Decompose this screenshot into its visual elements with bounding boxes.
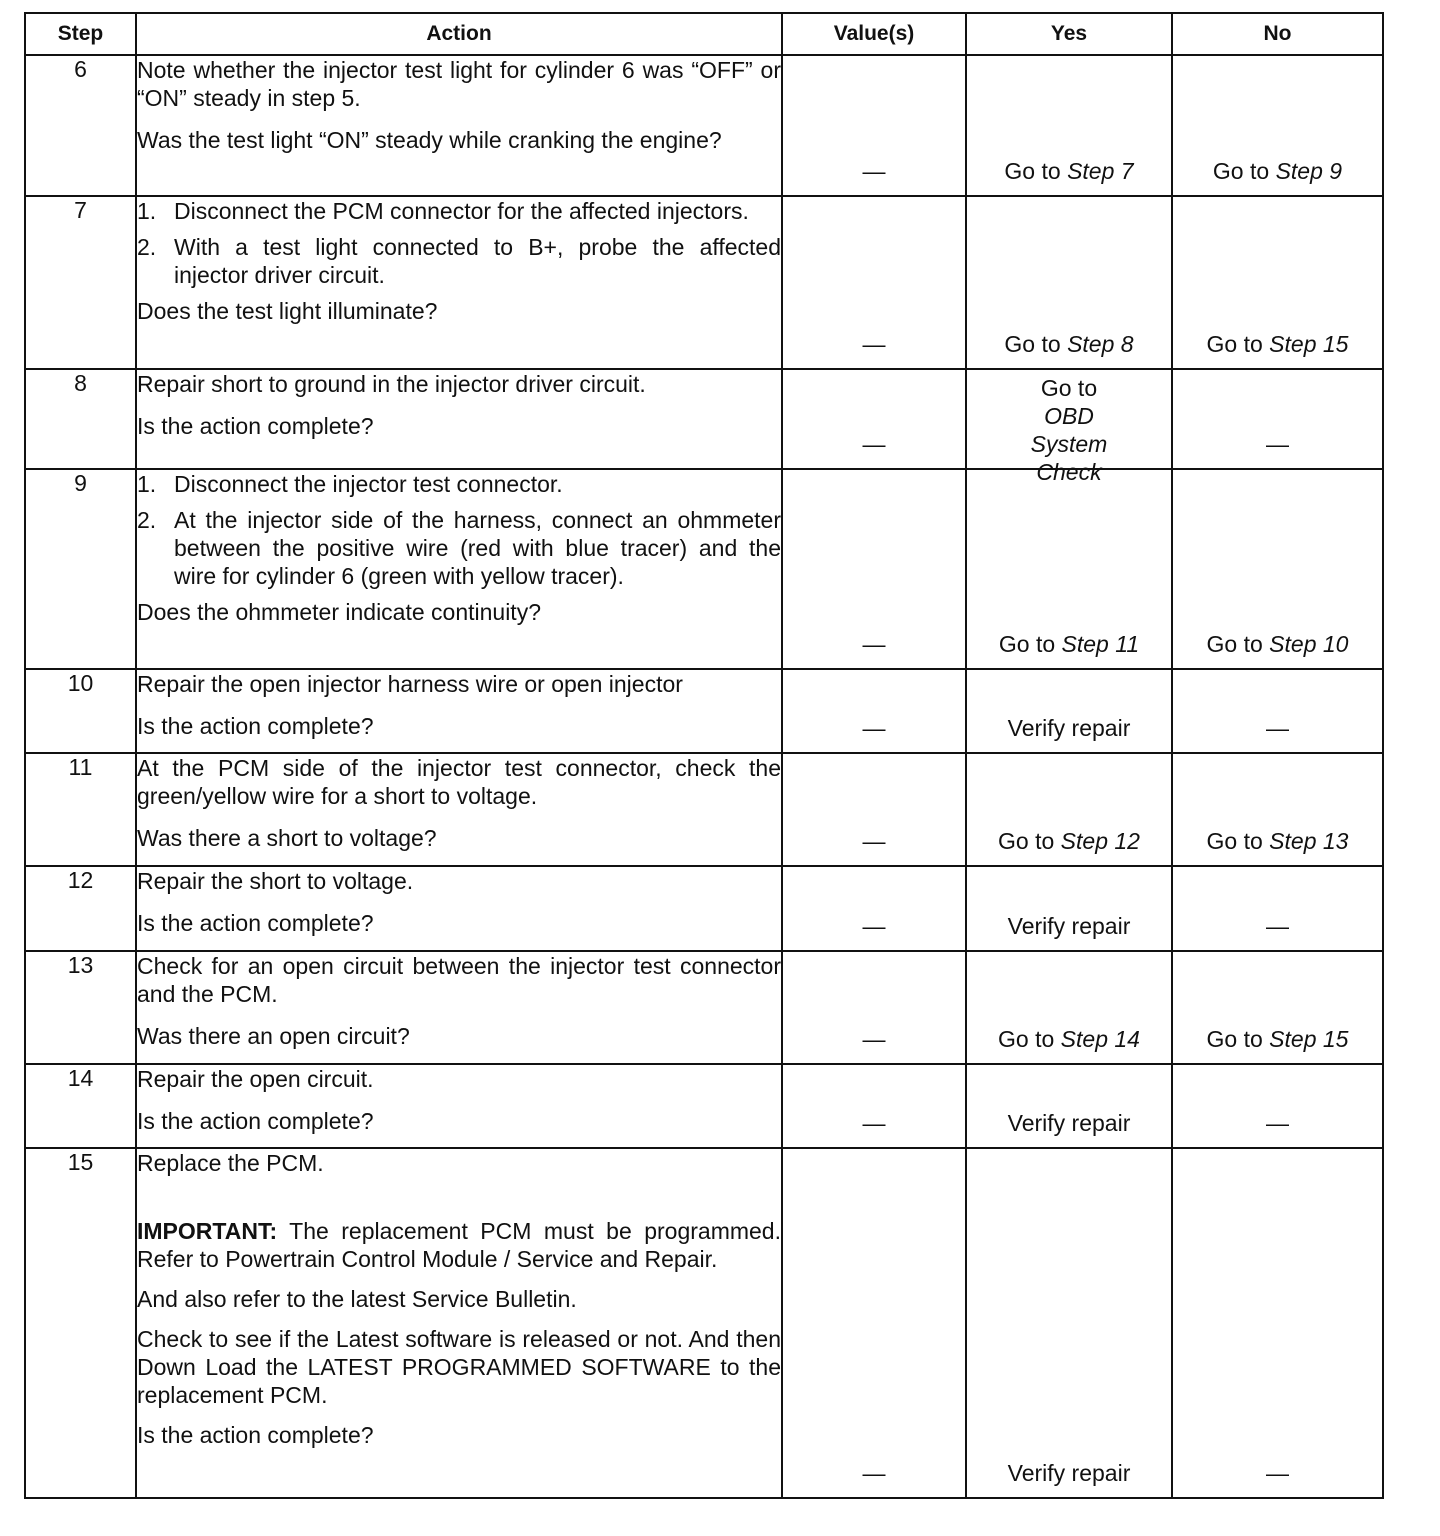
action-text: Repair the open injector harness wire or open injector xyxy=(137,671,683,697)
no-step-link[interactable]: Step 13 xyxy=(1269,828,1349,854)
no-step-link[interactable]: Step 15 xyxy=(1269,331,1349,357)
value-dash: — xyxy=(862,828,886,854)
table-row xyxy=(25,1148,1383,1498)
yes-cell xyxy=(966,1064,1172,1148)
no-step-link[interactable]: Step 15 xyxy=(1269,1026,1349,1052)
no-cell xyxy=(1172,951,1383,1064)
action-cell xyxy=(136,369,782,469)
action-cell xyxy=(136,1064,782,1148)
action-cell xyxy=(136,753,782,866)
header-values: Value(s) xyxy=(782,13,966,55)
no-dash: — xyxy=(1266,1110,1289,1136)
value-cell xyxy=(782,55,966,196)
action-text: Check for an open circuit between the injector test connector and the PCM. xyxy=(137,953,781,1007)
header-step: Step xyxy=(25,13,136,55)
yes-step-link[interactable]: Step 8 xyxy=(1067,331,1134,357)
verify-repair-text: Verify repair xyxy=(1007,1110,1131,1136)
no-cell xyxy=(1172,1148,1383,1498)
list-item: 2. At the injector side of the harness, connect an ohmmeter between the positive wire (red with blue tracer) and the wire for cylinder 6 (green with yellow tracer). xyxy=(137,507,781,589)
go-to-label: Go to xyxy=(998,828,1055,854)
value-dash: — xyxy=(862,913,886,939)
value-cell xyxy=(782,1148,966,1498)
table-row xyxy=(25,866,1383,951)
action-question: Is the action complete? xyxy=(137,413,374,439)
no-dash: — xyxy=(1266,913,1289,939)
no-cell xyxy=(1172,669,1383,753)
action-cell xyxy=(136,1148,782,1498)
action-text: Repair the open circuit. xyxy=(137,1066,374,1092)
go-to-label: Go to xyxy=(1212,158,1270,184)
yes-step-link[interactable]: Step 11 xyxy=(1061,631,1140,657)
step-number: 8 xyxy=(25,369,136,469)
list-item-text: With a test light connected to B+, probe the affected injector driver circuit. xyxy=(174,234,781,288)
no-dash: — xyxy=(1266,431,1289,457)
action-text: Replace the PCM. xyxy=(137,1150,324,1176)
table-row xyxy=(25,369,1383,469)
action-cell xyxy=(136,55,782,196)
action-question: Was there an open circuit? xyxy=(137,1023,410,1049)
system-label: System xyxy=(1030,431,1108,457)
value-cell xyxy=(782,866,966,951)
value-dash: — xyxy=(862,331,886,357)
step-number: 6 xyxy=(25,55,136,196)
no-cell xyxy=(1172,196,1383,369)
action-cell xyxy=(136,469,782,669)
value-dash: — xyxy=(862,1110,886,1136)
action-list xyxy=(137,197,781,289)
value-cell xyxy=(782,1064,966,1148)
step-number: 11 xyxy=(25,753,136,866)
software-note: Check to see if the Latest software is released or not. And then Down Load the LATEST PROGRAMMED SOFTWARE to the replacement PCM. xyxy=(137,1326,781,1408)
no-cell xyxy=(1172,369,1383,469)
step-number: 12 xyxy=(25,866,136,951)
table-row xyxy=(25,196,1383,369)
yes-cell xyxy=(966,951,1172,1064)
step-number: 14 xyxy=(25,1064,136,1148)
no-cell xyxy=(1172,469,1383,669)
no-cell xyxy=(1172,55,1383,196)
table-row xyxy=(25,469,1383,669)
list-item-text: At the injector side of the harness, connect an ohmmeter between the positive wire (red with blue tracer) and the wire for cylinder 6 (green with yellow tracer). xyxy=(174,507,781,589)
list-item: 2. With a test light connected to B+, probe the affected injector driver circuit. xyxy=(137,234,781,288)
step-number: 13 xyxy=(25,951,136,1064)
table-row xyxy=(25,55,1383,196)
no-dash: — xyxy=(1266,1460,1289,1486)
no-step-link[interactable]: Step 10 xyxy=(1269,631,1349,657)
yes-cell xyxy=(966,1148,1172,1498)
value-dash: — xyxy=(862,631,886,657)
action-cell xyxy=(136,866,782,951)
go-to-label: Go to xyxy=(1040,375,1098,401)
action-question: Is the action complete? xyxy=(137,1422,374,1448)
list-item: 1. Disconnect the injector test connector. xyxy=(137,471,563,497)
value-cell xyxy=(782,196,966,369)
action-cell xyxy=(136,196,782,369)
no-cell xyxy=(1172,753,1383,866)
yes-cell xyxy=(966,55,1172,196)
go-to-label: Go to xyxy=(1206,828,1263,854)
action-text: Repair short to ground in the injector driver circuit. xyxy=(137,371,646,397)
table-row xyxy=(25,951,1383,1064)
list-item: 1. Disconnect the PCM connector for the affected injectors. xyxy=(137,198,749,224)
yes-step-link[interactable]: Step 12 xyxy=(1060,828,1140,854)
go-to-label: Go to xyxy=(1206,1026,1263,1052)
action-cell xyxy=(136,951,782,1064)
list-item-text: Disconnect the PCM connector for the affected injectors. xyxy=(174,198,749,224)
yes-cell xyxy=(966,669,1172,753)
go-to-label: Go to xyxy=(998,1026,1055,1052)
value-cell xyxy=(782,951,966,1064)
go-to-label: Go to xyxy=(1004,331,1061,357)
verify-repair-text: Verify repair xyxy=(1007,1460,1131,1486)
yes-cell xyxy=(966,866,1172,951)
action-question: Is the action complete? xyxy=(137,713,374,739)
go-to-label: Go to xyxy=(1004,158,1061,184)
yes-cell xyxy=(966,753,1172,866)
go-to-label: Go to xyxy=(1206,331,1263,357)
value-dash: — xyxy=(862,158,886,184)
no-cell xyxy=(1172,866,1383,951)
yes-cell xyxy=(966,196,1172,369)
table-header-row xyxy=(25,13,1383,55)
step-number: 7 xyxy=(25,196,136,369)
step-number: 9 xyxy=(25,469,136,669)
value-cell xyxy=(782,369,966,469)
yes-step-link[interactable]: Step 7 xyxy=(1067,158,1134,184)
action-cell xyxy=(136,669,782,753)
action-text: Repair the short to voltage. xyxy=(137,868,414,894)
action-question: Was there a short to voltage? xyxy=(137,825,437,851)
action-question: Is the action complete? xyxy=(137,1108,374,1134)
go-to-label: Go to xyxy=(1206,631,1263,657)
important-label: IMPORTANT: xyxy=(137,1218,278,1244)
table-row xyxy=(25,669,1383,753)
action-question: Is the action complete? xyxy=(137,910,374,936)
step-number: 10 xyxy=(25,669,136,753)
verify-repair-text: Verify repair xyxy=(1007,913,1131,939)
go-to-label: Go to xyxy=(998,631,1056,657)
action-question: Was the test light “ON” steady while cranking the engine? xyxy=(137,127,722,153)
table-row xyxy=(25,1064,1383,1148)
obd-label: OBD xyxy=(1044,403,1094,429)
value-dash: — xyxy=(862,1026,886,1052)
important-text: The replacement PCM must be programmed. Refer to Powertrain Control Module / Service and Repair. xyxy=(137,1218,781,1272)
yes-cell xyxy=(966,469,1172,669)
action-text: Note whether the injector test light for cylinder 6 was “OFF” or “ON” steady in step 5. xyxy=(137,57,781,111)
yes-cell xyxy=(966,369,1172,485)
table-row xyxy=(25,753,1383,866)
value-dash: — xyxy=(862,715,886,741)
action-list xyxy=(137,470,781,590)
bulletin-note: And also refer to the latest Service Bulletin. xyxy=(137,1286,577,1312)
yes-step-link[interactable]: Step 14 xyxy=(1060,1026,1140,1052)
no-cell xyxy=(1172,1064,1383,1148)
header-action: Action xyxy=(136,13,782,55)
action-text: At the PCM side of the injector test connector, check the green/yellow wire for a short to voltage. xyxy=(137,755,781,809)
value-cell xyxy=(782,753,966,866)
list-item-text: Disconnect the injector test connector. xyxy=(174,471,563,497)
value-dash: — xyxy=(862,1460,886,1486)
verify-repair-text: Verify repair xyxy=(1007,715,1131,741)
header-yes: Yes xyxy=(966,13,1172,55)
header-no: No xyxy=(1172,13,1383,55)
value-cell xyxy=(782,469,966,669)
action-question: Does the test light illuminate? xyxy=(137,298,438,324)
no-step-link[interactable]: Step 9 xyxy=(1275,158,1343,184)
action-question: Does the ohmmeter indicate continuity? xyxy=(137,599,541,625)
step-number: 15 xyxy=(25,1148,136,1498)
important-note xyxy=(137,1217,781,1273)
no-dash: — xyxy=(1266,715,1289,741)
check-label: Check xyxy=(1036,459,1102,485)
value-cell xyxy=(782,669,966,753)
diagnostic-table xyxy=(24,12,1384,1499)
value-dash: — xyxy=(862,431,886,457)
